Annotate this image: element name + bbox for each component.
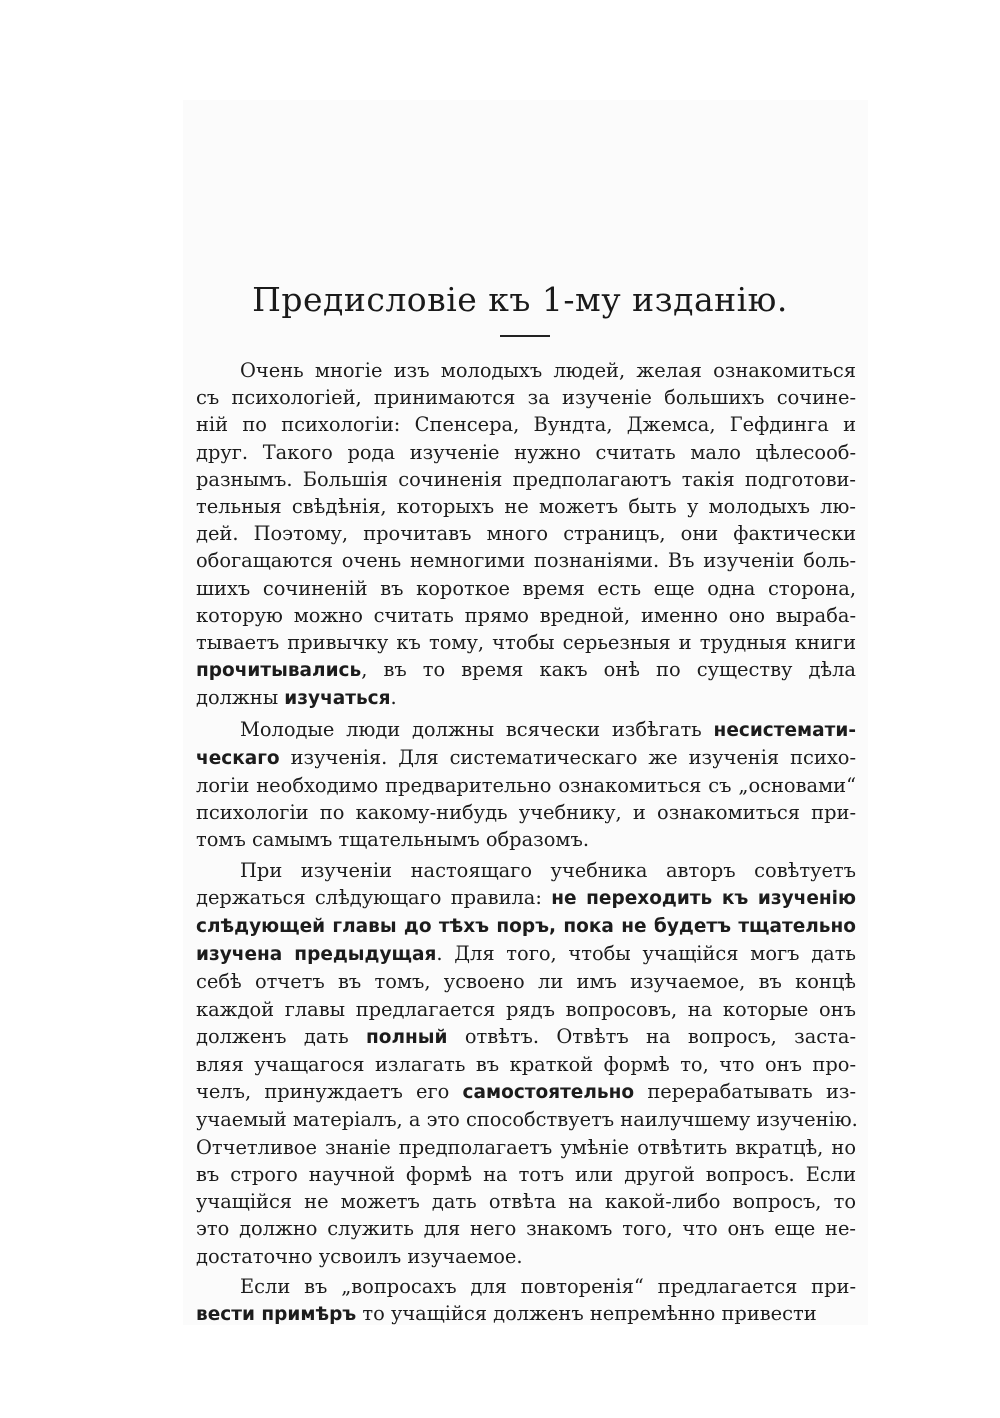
emphasized-text: изучена предыдущая [196, 944, 437, 966]
text-line [196, 629, 856, 656]
text-line [196, 1215, 856, 1242]
text-line [196, 1188, 856, 1215]
emphasized-text: изучаться [284, 688, 391, 710]
text-run: ній по психологіи: Спенсера, Вундта, Джемса, Гефдинга и [196, 413, 856, 437]
text-run: шихъ сочиненій въ короткое время есть еще одна сторона, [196, 576, 856, 600]
text-run: то учащійся долженъ непремѣнно привести [356, 1301, 817, 1325]
text-run: тельныя свѣдѣнія, которыхъ не можетъ быть у молодыхъ лю- [196, 495, 856, 519]
text-run: , въ то время какъ онѣ по существу дѣла [361, 658, 856, 682]
text-line [196, 575, 856, 602]
text-line [196, 602, 856, 629]
text-line [196, 684, 856, 712]
emphasized-text: самостоятельно [462, 1082, 635, 1104]
title-divider [500, 335, 550, 337]
text-line [196, 772, 856, 799]
text-line [196, 520, 856, 547]
text-run: достаточно усвоилъ изучаемое. [196, 1244, 523, 1268]
emphasized-text: прочитывались [196, 660, 362, 682]
text-line [196, 1300, 856, 1328]
text-run: которую можно считать прямо вредной, именно оно выраба- [196, 603, 856, 627]
paragraph [196, 857, 856, 1270]
text-run: обогащаются очень немногими познаніями. Въ изученіи боль- [196, 549, 856, 573]
text-run: изученія. Для систематическаго же изученія психо- [279, 745, 856, 769]
emphasized-text: несистемати- [713, 719, 856, 741]
text-line [196, 912, 856, 940]
text-line [196, 968, 856, 995]
text-run: разнымъ. Большія сочиненія предполагаютъ такія подготови- [196, 467, 856, 491]
text-line [196, 547, 856, 574]
emphasized-text: вести примѣръ [196, 1303, 357, 1325]
text-line [196, 716, 856, 744]
paragraph [196, 357, 856, 713]
text-line [196, 1134, 856, 1161]
text-line [196, 1078, 856, 1106]
text-line [196, 996, 856, 1023]
text-line [196, 493, 856, 520]
document-body [196, 357, 856, 1328]
text-line [196, 1161, 856, 1188]
text-run: психологіи по какому-нибудь учебнику, и ознакомиться при- [196, 801, 856, 825]
text-run: должны [196, 686, 285, 710]
text-run: отвѣтъ. Отвѣтъ на вопросъ, заста- [447, 1024, 856, 1048]
paragraph [196, 1273, 856, 1328]
emphasized-text: слѣдующей главы до тѣхъ поръ, пока не будетъ тщательно [196, 916, 856, 938]
text-line [196, 466, 856, 493]
text-run: долженъ дать [196, 1024, 366, 1048]
emphasized-text: ческаго [196, 747, 280, 769]
text-line [196, 656, 856, 684]
paragraph [196, 716, 856, 854]
text-line [196, 744, 856, 772]
emphasized-text: полный [365, 1026, 448, 1048]
text-run: . [390, 686, 397, 710]
emphasized-text: не переходить къ изученію [551, 887, 856, 909]
text-line [196, 1051, 856, 1078]
text-line [196, 439, 856, 466]
text-run: . Для того, чтобы учащійся могъ дать [436, 942, 856, 966]
text-line [196, 857, 856, 884]
text-run: вляя учащагося излагать въ краткой формѣ то, что онъ про- [196, 1053, 856, 1077]
text-run: Если въ „вопросахъ для повторенія“ предлагается при- [240, 1274, 856, 1298]
text-run: Очень многіе изъ молодыхъ людей, желая ознакомиться [240, 359, 856, 382]
text-run: учаемый матеріалъ, а это способствуетъ наилучшему изученію. [196, 1108, 858, 1132]
text-run: держаться слѣдующаго правила: [196, 885, 552, 909]
text-line [196, 411, 856, 438]
text-line [196, 1023, 856, 1051]
text-run: челъ, принуждаетъ его [196, 1080, 463, 1104]
text-line [196, 940, 856, 968]
text-run: въ строго научной формѣ на тотъ или другой вопросъ. Если [196, 1162, 856, 1186]
text-line [196, 1106, 856, 1133]
text-run: друг. Такого рода изученіе нужно считать мало цѣлесооб- [196, 440, 856, 464]
text-line [196, 1273, 856, 1300]
text-run: каждой главы предлагается рядъ вопросовъ, на которые онъ [196, 997, 856, 1021]
text-run: себѣ отчетъ въ томъ, усвоено ли имъ изучаемое, въ концѣ [196, 970, 856, 994]
text-run: логіи необходимо предварительно ознакомиться съ „основами“ [196, 774, 856, 798]
text-run: учащійся не можетъ дать отвѣта на какой-либо вопросъ, то [196, 1190, 856, 1214]
text-run: тываетъ привычку къ тому, чтобы серьезныя и трудныя книги [196, 631, 856, 655]
text-run: перерабатывать из- [634, 1080, 856, 1104]
text-run: Отчетливое знаніе предполагаетъ умѣніе отвѣтить вкратцѣ, но [196, 1135, 856, 1159]
text-line [196, 384, 856, 411]
text-line [196, 357, 856, 384]
text-line [196, 799, 856, 826]
text-run: Молодые люди должны всячески избѣгать [240, 717, 714, 741]
text-line [196, 826, 856, 853]
text-run: При изученіи настоящаго учебника авторъ совѣтуетъ [240, 858, 856, 882]
text-line [196, 884, 856, 912]
page-title: Предисловіе къ 1-му изданію. [252, 280, 788, 319]
text-run: дей. Поэтому, прочитавъ много страницъ, они фактически [196, 522, 856, 546]
text-line [196, 1243, 856, 1270]
text-run: это должно служить для него знакомъ того, что онъ еще не- [196, 1217, 856, 1241]
text-run: съ психологіей, принимаются за изученіе большихъ сочине- [196, 386, 856, 410]
text-run: томъ самымъ тщательнымъ образомъ. [196, 828, 589, 852]
